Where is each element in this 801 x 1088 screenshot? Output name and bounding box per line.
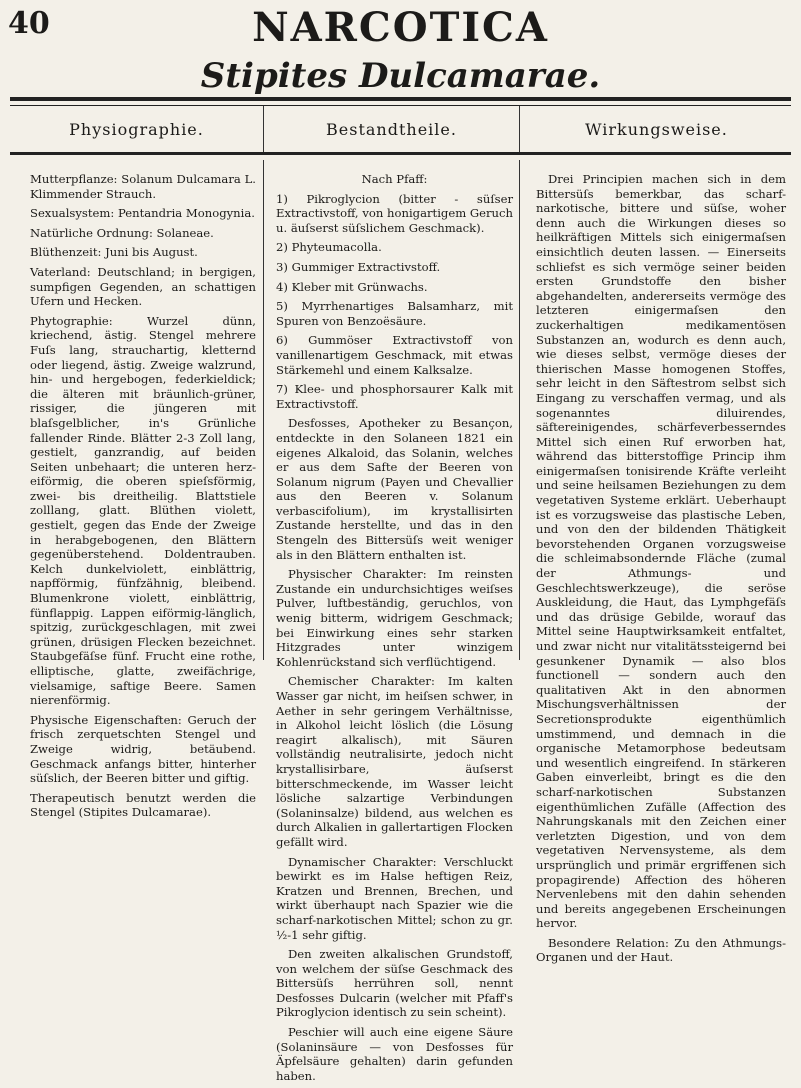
bestandtheile-column <box>276 172 513 1088</box>
column-divider <box>519 106 520 153</box>
paragraph-therapeutisch: Therapeutisch benutzt werden die Stengel (Stipites Dulcamarae). <box>30 790 256 820</box>
paragraph-chemischer-charakter: Chemischer Charakter: Im kalten Wasser gar nicht, im heiſsen schwer, in Aether in sehr geringem Verhältnisse, in Alkohol leicht löslich (die Lösung reagirt alkalisch), mit Säuren vollständig neutralisirte, jedoch nicht krystallisirbare, äuſserst bitterschmeckende, im Wasser leicht lösliche salzartige Verbindungen (Solaninsalze) bildend, aus welchen es durch Alkalien in gallertartigen Flocken gefällt wird. <box>276 674 513 849</box>
paragraph-natuerliche-ordnung: Natürliche Ordnung: Solaneae. <box>30 225 214 240</box>
section-title: Stipites Dulcamarae. <box>200 56 601 96</box>
page-header <box>0 4 801 51</box>
paragraph-desfosses: Desfosses, Apotheker zu Besançon, entdeckte in den Solaneen 1821 ein eigenes Alkaloid, das Solanin, welches er aus dem Safte der Beeren von Solanum nigrum (Payen und Chevallier aus den Beeren v. Solanum verbascifolium), im krystallisirten Zustande herstellte, und das in den Stengeln des Bittersüſs weit weniger als in den Blättern enthalten ist. <box>276 416 513 562</box>
list-item: 1) Pikroglycion (bitter - süſser Extractivstoff, von honigartigem Geruch u. äuſserst süſslichem Geschmack). <box>276 191 513 235</box>
top-rule-thick <box>10 97 791 101</box>
paragraph-mutterpflanze: Mutterpflanze: Solanum Dulcamara L. Klimmender Strauch. <box>30 172 256 201</box>
paragraph-vaterland: Vaterland: Deutschland; in bergigen, sumpfigen Gegenden, an schattigen Ufern und Hecken. <box>30 264 256 309</box>
top-rule-thin <box>10 105 791 106</box>
paragraph-dynamischer-charakter: Dynamischer Charakter: Verschluckt bewirkt es im Halse heftigen Reiz, Kratzen und Brennen, Brechen, und wirkt überhaupt nach Spazier wie die scharf-narkotischen Mittel; schon zu gr. ½-1 sehr giftig. <box>276 854 513 942</box>
list-item: 6) Gummöser Extractivstoff von vanillenartigem Geschmack, mit etwas Stärkemehl und einem Kalksalze. <box>276 333 513 377</box>
physiographie-column <box>30 172 256 825</box>
list-item: 4) Kleber mit Grünwachs. <box>276 279 428 294</box>
paragraph-bluethenzeit: Blüthenzeit: Juni bis August. <box>30 245 198 260</box>
column-divider <box>263 106 264 153</box>
list-item: 3) Gummiger Extractivstoff. <box>276 259 441 274</box>
list-item: 2) Phyteumacolla. <box>276 240 382 255</box>
column-divider <box>263 160 264 660</box>
wirkungsweise-column <box>536 172 786 970</box>
column-heading-bestandtheile: Bestandtheile. <box>326 120 457 139</box>
paragraph-nach-pfaff: Nach Pfaff: <box>361 172 428 186</box>
list-item: 7) Klee- und phosphorsaurer Kalk mit Extractivstoff. <box>276 382 513 411</box>
paragraph-physischer-charakter: Physischer Charakter: Im reinsten Zustande ein undurchsichtiges weiſses Pulver, luftbeständig, geruchlos, von wenig bitterm, widrigem Geschmack; bei Einwirkung eines sehr starken Hitzgrades unter winzigem Kohlenrückstand sich verflüchtigend. <box>276 567 513 669</box>
running-title: NARCOTICA <box>252 4 549 51</box>
heading-rule <box>10 152 791 155</box>
column-heading-physiographie: Physiographie. <box>69 120 204 139</box>
paragraph-phytographie: Phytographie: Wurzel dünn, kriechend, ästig. Stengel mehrere Fuſs lang, strauchartig, kletternd oder liegend, ästig. Zweige walzrund, hin- und hergebogen, federkieldick; die älteren mit bräunlich-grüner, rissiger, die jüngeren mit blaſsgelblicher, in's Grünliche fallender Rinde. Blätter 2-3 Zoll lang, gestielt, ganzrandig, auf beiden Seiten unbehaart; die unteren herz-eiförmig, die oberen spieſsförmig, zwei- bis dreitheilig. Blattstiele zolllang, glatt. Blüthen violett, gestielt, gegen das Ende der Zweige in herabgebogenen, den Blättern gegenüberstehend. Doldentrauben. Kelch dunkelviolett, einblättrig, napfförmig, fünfzähnig, bleibend. Blumenkrone violett, einblättrig, fünflappig. Lappen eiförmig-länglich, spitzig, zurückgeschlagen, mit zwei grünen, drüsigen Flecken bezeichnet. Staubgefäſse fünf. Frucht eine rothe, elliptische, glatte, zweifächrige, vielsamige, saftige Beere. Samen nierenförmig. <box>30 313 256 708</box>
paragraph-sexualsystem: Sexualsystem: Pentandria Monogynia. <box>30 206 255 221</box>
column-heading-wirkungsweise: Wirkungsweise. <box>585 120 728 139</box>
page-number: 40 <box>8 6 50 41</box>
paragraph-drei-principien: Drei Principien machen sich in dem Bittersüſs bemerkbar, das scharf-narkotische, bittere und süſse, woher denn auch die Wirkungen dieses so heilkräftigen Mittels sich einigermaſsen einsichtlich deuten lassen. — Einerseits schliefst es sich vermöge seiner beiden ersten Grundstoffe den bisher abgehandelten, andererseits vermöge des letzteren einigermaſsen den zuckerhaltigen medikamentösen Substanzen an, wodurch es denn auch, wie dieses selbst, vermöge dieses der thierischen Masse homogenen Stoffes, sehr leicht in den Säftestrom selbst sich Eingang zu verschaffen vermag, und als sogenanntes diluirendes, säftereinigendes, schärfeverbesserndes Mittel sich einen Ruf erworben hat, während das bitterstoffige Princip ihm einigermaſsen tonisirende Kräfte verleiht und seine heilsamen Beziehungen zu dem vegetativen Systeme erklärt. Ueberhaupt ist es vorzugsweise das plastische Leben, und von den der bildenden Thätigkeit bevorstehenden Organen vorzugsweise die schleimabsondernde Fläche (zumal der Athmungs- und Geschlechtswerkzeuge), die seröse Auskleidung, die Haut, das Lymphgefäſs und das drüsige Gebilde, worauf das Mittel seine Hauptwirksamkeit entfaltet, und zwar nicht nur vitalitätssteigernd bei gesunkener Dynamik — also blos functionell — sondern auch den qualitativen Akt in den abnormen Mischungsverhältnissen der Secretionsprodukte eigenthümlich umstimmend, und demnach in die organische Metamorphose bedeutsam und wesentlich eingreifend. In stärkeren Gaben einverleibt, bringt es die den scharf-narkotischen Substanzen eigenthümlichen Zufälle (Affection des Nahrungskanals mit den Zeichen einer verletzten Digestion, und von dem vegetativen Nervensysteme, als dem ursprünglich und primär ergriffenen sich propagirende) Affection des höheren Nervenlebens mit den dahin sehenden und bereits angegebenen Erscheinungen hervor. <box>536 172 786 931</box>
list-item: 5) Myrrhenartiges Balsamharz, mit Spuren von Benzoësäure. <box>276 299 513 328</box>
column-divider <box>519 160 520 660</box>
paragraph-besondere-relation: Besondere Relation: Zu den Athmungs-Organen und der Haut. <box>536 935 786 965</box>
paragraph-dulcarin: Den zweiten alkalischen Grundstoff, von welchem der süſse Geschmack des Bittersüſs herrühren soll, nennt Desfosses Dulcarin (welcher mit Pfaff's Pikroglycion identisch zu sein scheint). <box>276 947 513 1020</box>
paragraph-physische-eigenschaften: Physische Eigenschaften: Geruch der frisch zerquetschten Stengel und Zweige widrig, betäubend. Geschmack anfangs bitter, hinterher süſslich, der Beeren bitter und giftig. <box>30 712 256 786</box>
paragraph-peschier: Peschier will auch eine eigene Säure (Solaninsäure — von Desfosses für Äpfelsäure gehalten) darin gefunden haben. <box>276 1025 513 1083</box>
